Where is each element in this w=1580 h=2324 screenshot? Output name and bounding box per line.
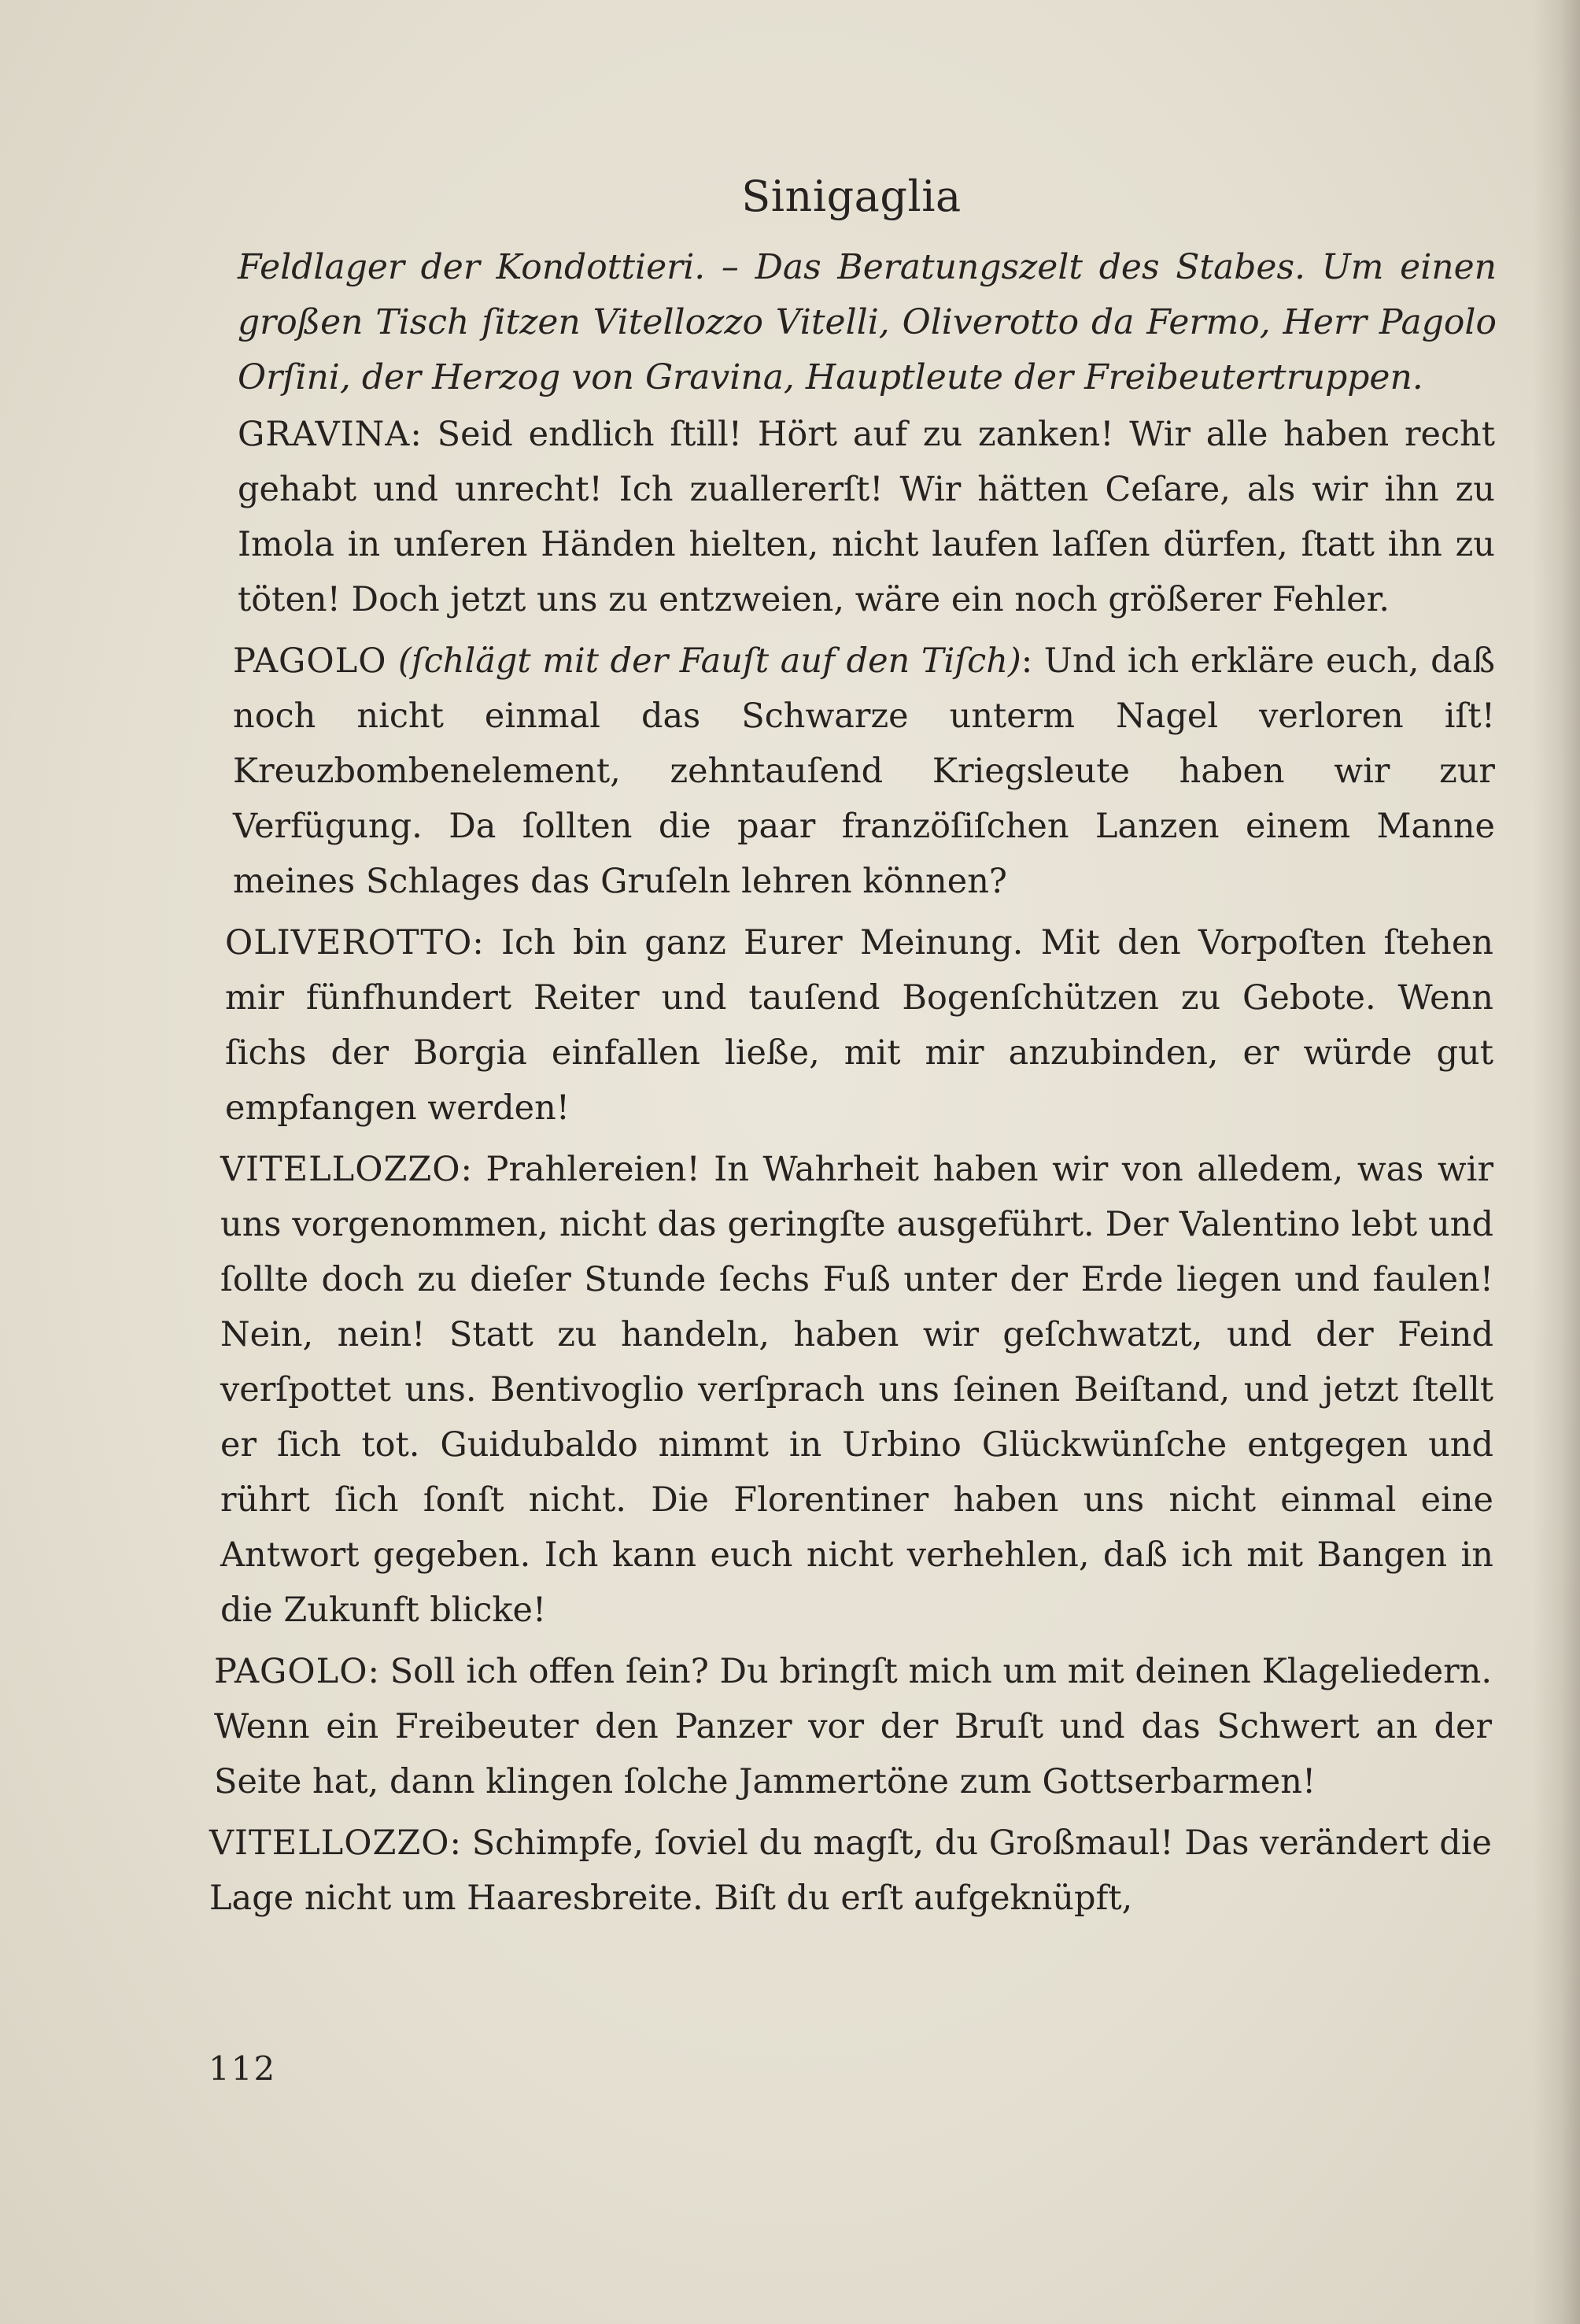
speaker-name: VITELLOZZO [220,1150,461,1189]
speech-pagolo-2: PAGOLO: Soll ich offen ſein? Du bringſt mich um mit deinen Klageliedern. Wenn ein Freibeuter den Panzer vor der Bruſt und das Schwert an der Seite hat, dann klingen ſolche Jammertöne zum Gottserbarmen! [214,1652,1493,1801]
speech-direction: (ſchlägt mit der Fauſt auf den Tiſch) [398,641,1021,681]
speech-vitellozzo-2: VITELLOZZO: Schimpfe, ſoviel du magſt, du Großmaul! Das verändert die Lage nicht um Haaresbreite. Biſt du erſt aufgeknüpft, [209,1823,1492,1918]
stage-direction: Feldlager der Kondottieri. – Das Beratungszelt des Stabes. Um einen großen Tisch ſitzen Vitellozzo Vitelli, Oliverotto da Fermo, Herr Pagolo Orſini, der Herzog von Gravina, Hauptleute der Freibeutertruppen. [238,247,1497,397]
speaker-name: OLIVEROTTO [225,923,473,962]
speech-pagolo: PAGOLO (ſchlägt mit der Fauſt auf den Tiſch): Und ich erkläre euch, daß noch nicht einmal das Schwarze unterm Nagel verloren iſt! Kreuzbombenelement, zehntauſend Kriegsleute haben wir zur Verfügung. Da ſollten die paar franzöſiſchen Lanzen einem Manne meines Schlages das Gruſeln lehren können? [233,641,1495,901]
speaker-name: PAGOLO [233,641,387,681]
page-text-block [206,161,1497,1926]
speech-vitellozzo: VITELLOZZO: Prahlereien! In Wahrheit haben wir von alledem, was wir uns vorgenommen, nicht das geringſte ausgeführt. Der Valentino lebt und ſollte doch zu dieſer Stunde ſechs Fuß unter der Erde liegen und faulen! Nein, nein! Statt zu handeln, haben wir geſchwatzt, und der Feind verſpottet uns. Bentivoglio verſprach uns ſeinen Beiſtand, und jetzt ſtellt er ſich tot. Guidubaldo nimmt in Urbino Glückwünſche entgegen und rührt ſich ſonſt nicht. Die Florentiner haben uns nicht einmal eine Antwort gegeben. Ich kann euch nicht verhehlen, daß ich mit Bangen in die Zukunft blicke! [220,1150,1493,1630]
speaker-name: GRAVINA [238,415,411,454]
speech-text: Soll ich offen ſein? Du bringſt mich um mit deinen Klageliedern. Wenn ein Freibeuter den Panzer vor der Bruſt und das Schwert an der Seite hat, dann klingen ſolche Jammertöne zum Gottserbarmen! [214,1652,1493,1801]
speech-gravina: GRAVINA: Seid endlich ſtill! Hört auf zu zanken! Wir alle haben recht gehabt und unrecht! Ich zuallererſt! Wir hätten Ceſare, als wir ihn zu Imola in unſeren Händen hielten, nicht laufen laſſen dürfen, ſtatt ihn zu töten! Doch jetzt uns zu entzweien, wäre ein noch größerer Fehler. [238,415,1496,619]
speech-text: Schimpfe, ſoviel du magſt, du Großmaul! Das verändert die Lage nicht um Haaresbreite. Biſt du erſt aufgeknüpft, [209,1823,1492,1918]
speech-oliverotto: OLIVEROTTO: Ich bin ganz Eurer Meinung. Mit den Vorpoſten ſtehen mir fünfhundert Reiter und tauſend Bogenſchützen zu Gebote. Wenn ſichs der Borgia einfallen ließe, mit mir anzubinden, er würde gut empfangen werden! [225,923,1493,1128]
speaker-name: PAGOLO [214,1652,368,1691]
speaker-name: VITELLOZZO [209,1823,450,1863]
speech-text: Seid endlich ſtill! Hört auf zu zanken! Wir alle haben recht gehabt und unrecht! Ich zuallererſt! Wir hätten Ceſare, als wir ihn zu Imola in unſeren Händen hielten, nicht laufen laſſen dürfen, ſtatt ihn zu töten! Doch jetzt uns zu entzweien, wäre ein noch größerer Fehler. [238,415,1496,619]
speech-text: Ich bin ganz Eurer Meinung. Mit den Vorpoſten ſtehen mir fünfhundert Reiter und tauſend Bogenſchützen zu Gebote. Wenn ſichs der Borgia einfallen ließe, mit mir anzubinden, er würde gut empfangen werden! [225,923,1493,1128]
page-title: Sinigaglia [741,172,962,221]
speech-text: Und ich erkläre euch, daß noch nicht einmal das Schwarze unterm Nagel verloren iſt! Kreuzbombenelement, zehntauſend Kriegsleute haben wir zur Verfügung. Da ſollten die paar franzöſiſchen Lanzen einem Manne meines Schlages das Gruſeln lehren können? [233,641,1495,901]
page-edge-shadow [1533,0,1580,2324]
page-number: 112 [209,2049,277,2088]
speech-text: Prahlereien! In Wahrheit haben wir von alledem, was wir uns vorgenommen, nicht das geringſte ausgeführt. Der Valentino lebt und ſollte doch zu dieſer Stunde ſechs Fuß unter der Erde liegen und faulen! Nein, nein! Statt zu handeln, haben wir geſchwatzt, und der Feind verſpottet uns. Bentivoglio verſprach uns ſeinen Beiſtand, und jetzt ſtellt er ſich tot. Guidubaldo nimmt in Urbino Glückwünſche entgegen und rührt ſich ſonſt nicht. Die Florentiner haben uns nicht einmal eine Antwort gegeben. Ich kann euch nicht verhehlen, daß ich mit Bangen in die Zukunft blicke! [220,1150,1493,1630]
